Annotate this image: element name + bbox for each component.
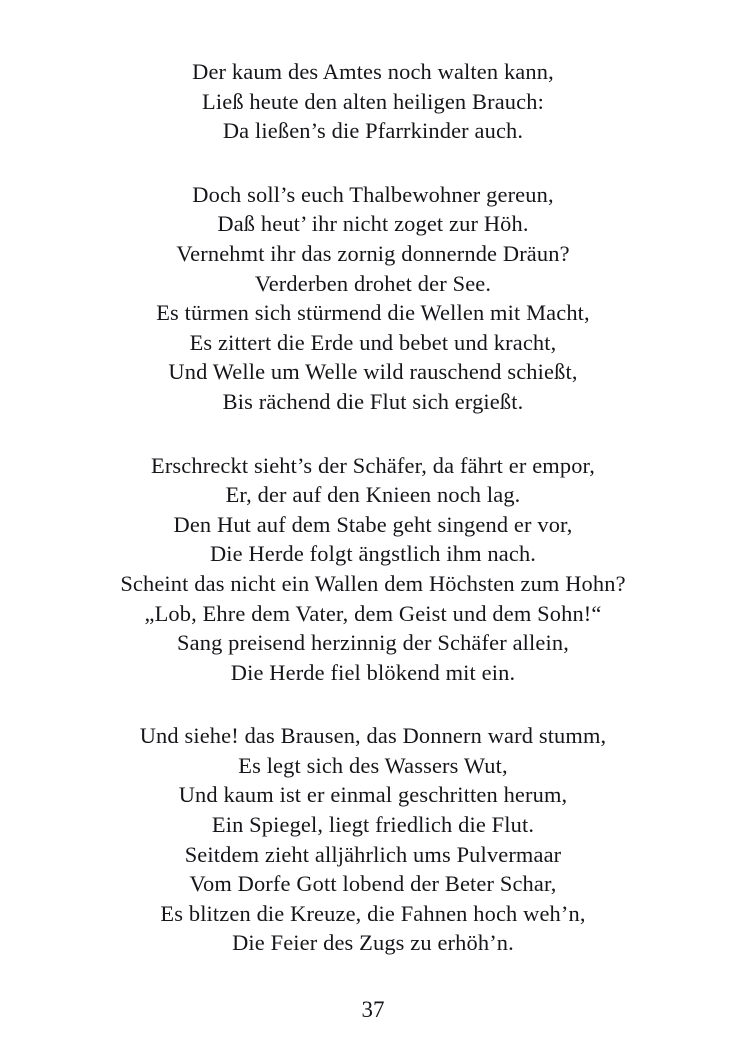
poem-line: Den Hut auf dem Stabe geht singend er vor, [173, 511, 573, 537]
poem-line: Die Feier des Zugs zu erhöh’n. [232, 930, 514, 956]
poem-line: Doch soll’s euch Thalbewohner gereun, [192, 181, 554, 207]
stanza-2 [0, 180, 746, 417]
poem-line: Vernehmt ihr das zornig donnernde Dräun? [176, 240, 570, 266]
poem-line: Daß heut’ ihr nicht zoget zur Höh. [217, 211, 529, 237]
poem-line: Da ließen’s die Pfarrkinder auch. [222, 118, 524, 144]
poem-line: Vom Dorfe Gott lobend der Beter Schar, [189, 871, 557, 897]
poem-body [0, 57, 746, 958]
stanza-3 [0, 451, 746, 688]
poem-line: Es blitzen die Kreuze, die Fahnen hoch weh’n, [160, 900, 586, 926]
poem-line: Und siehe! das Brausen, das Donnern ward stumm, [139, 723, 607, 749]
stanza-4 [0, 721, 746, 958]
poem-line: „Lob, Ehre dem Vater, dem Geist und dem Sohn!“ [144, 600, 602, 626]
poem-line: Verderben drohet der See. [254, 270, 492, 296]
poem-line: Seitdem zieht alljährlich ums Pulvermaar [184, 841, 562, 867]
poem-line: Scheint das nicht ein Wallen dem Höchsten zum Hohn? [120, 570, 626, 596]
poem-line: Erschreckt sieht’s der Schäfer, da fährt er empor, [151, 452, 595, 478]
poem-line: Sang preisend herzinnig der Schäfer allein, [177, 630, 569, 656]
poem-line: Es zittert die Erde und bebet und kracht, [189, 329, 557, 355]
poem-line: Er, der auf den Knieen noch lag. [225, 482, 521, 508]
page-number: 37 [361, 997, 385, 1022]
poem-line: Ließ heute den alten heiligen Brauch: [202, 88, 544, 114]
poem-line: Ein Spiegel, liegt friedlich die Flut. [211, 812, 535, 838]
poem-line: Die Herde folgt ängstlich ihm nach. [209, 541, 537, 567]
poem-line: Es legt sich des Wassers Wut, [238, 752, 508, 778]
stanza-1 [0, 57, 746, 146]
poem-line: Bis rächend die Flut sich ergießt. [222, 388, 524, 414]
poem-line: Und kaum ist er einmal geschritten herum, [178, 782, 568, 808]
poem-line: Es türmen sich stürmend die Wellen mit Macht, [156, 300, 590, 326]
poem-line: Und Welle um Welle wild rauschend schießt, [168, 359, 578, 385]
poem-line: Die Herde fiel blökend mit ein. [230, 659, 516, 685]
poem-line: Der kaum des Amtes noch walten kann, [192, 59, 554, 84]
